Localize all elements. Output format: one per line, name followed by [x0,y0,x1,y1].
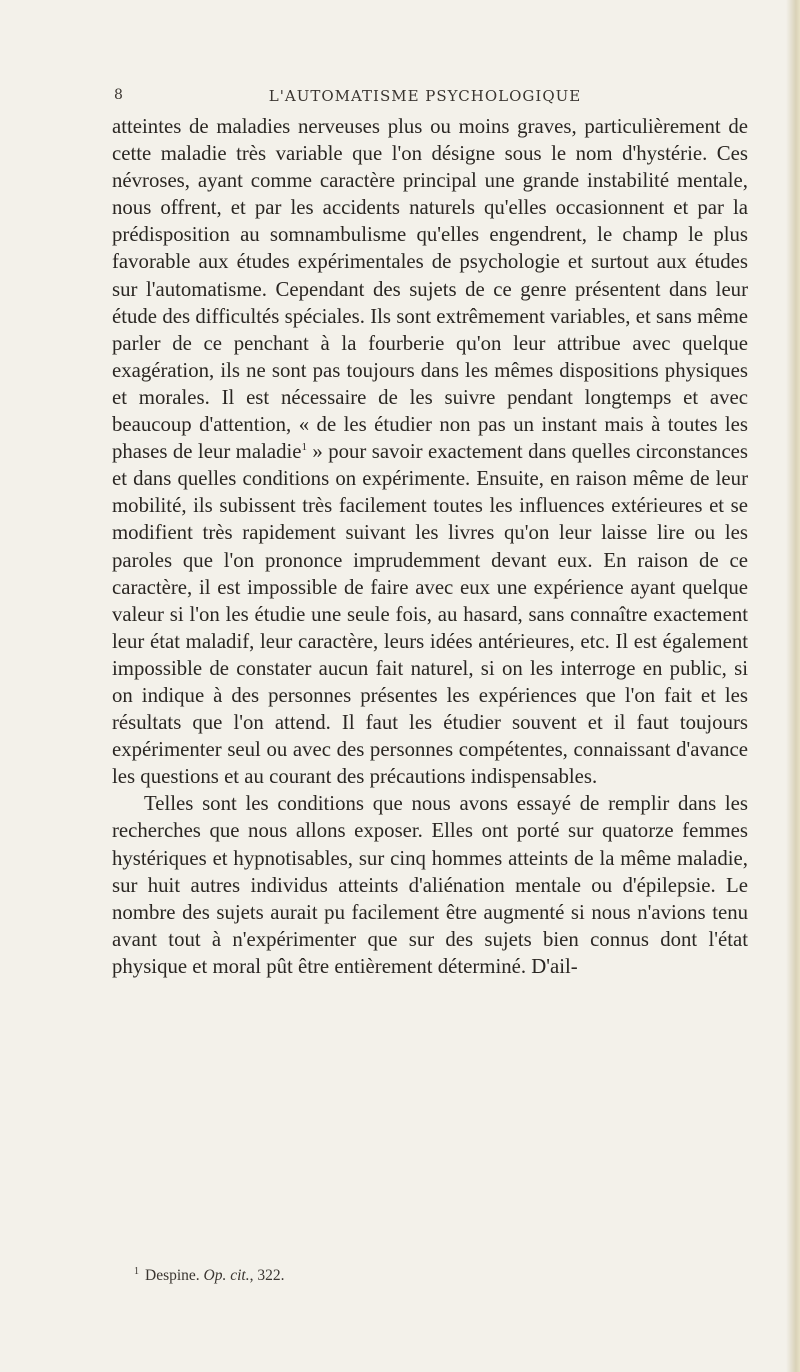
footnote-mark: 1 [134,1266,139,1277]
paragraph-1-text-a: atteintes de maladies nerveuses plus ou moins graves, particulièrement de cette maladie très variable que l'on désigne sous le nom d'hystérie. Ces névroses, ayant comme caractère principal une grande instabilité mentale, nous offrent, et par les accidents naturels qu'elles occasionnent et par la prédisposition au somnambulisme qu'elles engendrent, le champ le plus favorable aux études expérimentales de psychologie et surtout aux études sur l'automatisme. Cependant des sujets de ce genre présentent dans leur étude des difficultés spéciales. Ils sont extrêmement variables, et sans même parler de ce penchant à la fourberie qu'on leur attribue avec quelque exagération, ils ne sont pas toujours dans les mêmes dispositions physiques et morales. Il est nécessaire de les suivre pendant longtemps et avec beaucoup d'attention, « de les étudier non pas un instant mais à toutes les phases de leur maladie [112,115,748,464]
footnote-reference-title: Op. cit. [203,1267,250,1285]
paragraph-1-text-b: » pour savoir exactement dans quelles circonstances et dans quelles conditions on expérimente. Ensuite, en raison même de leur mobilité, ils subissent très facilement toutes les influences extérieures et se modifient très rapidement suivant les livres qu'on leur laisse lire ou les paroles que l'on prononce imprudemment devant eux. En raison de ce caractère, il est impossible de faire avec eux une expérience ayant quelque valeur si l'on les étudie une seule fois, au hasard, sans connaître exactement leur état maladif, leur caractère, leurs idées antérieures, etc. Il est également impossible de constater aucun fait naturel, si on les interroge en public, si on indique à des personnes présentes les expériences que l'on fait et les résultats que l'on attend. Il faut les étudier souvent et il faut toujours expérimenter seul ou avec des personnes compétentes, connaissant d'avance les questions et au courant des précautions indispensables. [112,440,749,789]
body-text [112,113,748,980]
page-edge [786,0,800,1372]
running-title: L'AUTOMATISME PSYCHOLOGIQUE [268,87,582,105]
footnote-reference: 1 [301,441,307,454]
paragraph-2: Telles sont les conditions que nous avons essayé de remplir dans les recherches que nous allons exposer. Elles ont porté sur quatorze femmes hystériques et hypnotisables, sur cinq hommes atteints de la même maladie, sur huit autres individus atteints d'aliénation mentale ou d'épilepsie. Le nombre des sujets aurait pu facilement être augmenté si nous n'avions tenu avant tout à n'expérimenter que sur des sujets bien connus dont l'état physique et moral pût être entièrement déterminé. D'ail- [112,792,748,978]
footnote-page: , 322. [249,1267,285,1285]
running-head [100,87,750,109]
paragraph-1 [112,113,748,790]
footnote [134,1266,734,1285]
page-number: 8 [114,87,124,103]
footnote-author: Despine. [145,1267,200,1285]
